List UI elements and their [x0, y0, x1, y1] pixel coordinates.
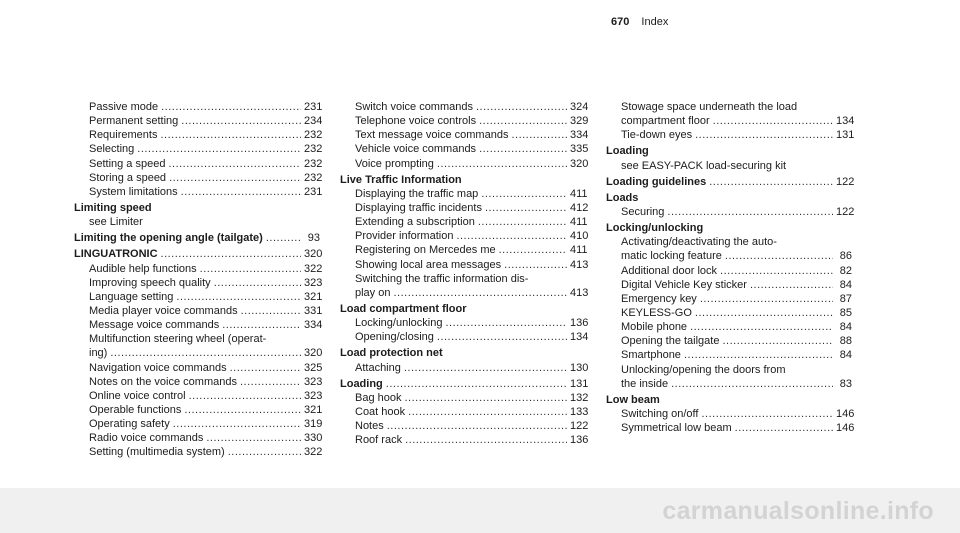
index-heading [606, 393, 852, 407]
entry-text: Stowage space underneath the load [621, 101, 798, 113]
entry-text: Load protection net [340, 347, 443, 360]
dot-leader [161, 247, 301, 261]
entry-text: Registering on Mercedes me [355, 244, 496, 257]
entry-text: see EASY-PACK load-securing kit [621, 159, 787, 172]
entry-text: Activating/deactivating the auto- [621, 236, 777, 249]
dot-leader [700, 292, 833, 306]
dot-leader [437, 330, 567, 344]
entry-text: Attaching [355, 361, 401, 374]
entry-text: Switching on/off [621, 407, 699, 420]
page-reference[interactable]: 334 [570, 129, 589, 142]
entry-text: Displaying the traffic map [355, 187, 479, 200]
index-subentry [74, 142, 323, 156]
page-reference[interactable]: 234 [304, 115, 323, 128]
entry-text: Bag hook [355, 391, 402, 404]
entry-text: Permanent setting [89, 115, 179, 128]
index-heading [606, 221, 852, 235]
dot-leader [437, 157, 567, 171]
watermark: carmanualsonline.info [662, 497, 934, 525]
index-heading [606, 175, 855, 189]
footer-band [0, 488, 960, 533]
page-reference[interactable]: 83 [839, 377, 852, 390]
index-heading [340, 302, 586, 316]
index-subentry [74, 185, 323, 199]
entry-text: Requirements [89, 129, 158, 142]
dot-leader [476, 100, 567, 114]
entry-text: Mobile phone [621, 321, 688, 334]
page-reference[interactable]: 335 [570, 143, 589, 156]
entry-text: Notes on the voice commands [89, 375, 237, 388]
dot-leader [709, 175, 833, 189]
index-subentry [340, 316, 589, 330]
index-subentry [340, 391, 589, 405]
index-subentry [606, 421, 855, 435]
entry-text: Telephone voice controls [355, 115, 477, 128]
index-subentry [74, 361, 323, 375]
dot-leader [408, 405, 567, 419]
index-subentry [340, 142, 589, 156]
entry-text: Loading [340, 377, 383, 390]
index-column-2 [340, 100, 589, 447]
entry-text: Selecting [89, 143, 135, 156]
entry-text: ing) [89, 347, 108, 360]
entry-text: Radio voice commands [89, 432, 204, 445]
index-subentry [340, 187, 586, 201]
entry-text: Live Traffic Information [340, 173, 462, 186]
index-subentry [340, 286, 589, 300]
page-reference[interactable]: 413 [570, 286, 589, 299]
entry-text: Displaying traffic incidents [355, 201, 482, 214]
dot-leader [720, 264, 833, 278]
page-reference[interactable]: 231 [304, 185, 323, 198]
index-heading [340, 173, 586, 187]
dot-leader [405, 433, 567, 447]
page-reference[interactable]: 136 [570, 317, 589, 330]
page-reference[interactable]: 122 [836, 175, 855, 188]
page-reference[interactable]: 232 [304, 143, 323, 156]
index-subentry [606, 100, 852, 114]
dot-leader [110, 346, 301, 360]
entry-text: Opening the tailgate [621, 335, 720, 348]
dot-leader [485, 201, 567, 215]
page-reference[interactable]: 334 [304, 319, 323, 332]
entry-text: Switch voice commands [355, 101, 473, 113]
page-reference[interactable]: 330 [304, 432, 323, 445]
entry-text: Vehicle voice commands [355, 143, 477, 156]
entry-text: Multifunction steering wheel (operat- [89, 333, 267, 346]
dot-leader [386, 377, 567, 391]
index-subentry [74, 445, 323, 459]
dot-leader [684, 348, 833, 362]
page-reference[interactable]: 325 [304, 361, 323, 374]
page-reference[interactable]: 130 [570, 361, 589, 374]
index-subentry [606, 264, 852, 278]
entry-text: the inside [621, 377, 669, 390]
dot-leader [214, 276, 301, 290]
entry-text: Load compartment floor [340, 302, 467, 315]
dot-leader [184, 403, 301, 417]
index-column-1 [74, 100, 323, 460]
index-subentry [74, 171, 323, 185]
index-subentry [74, 262, 323, 276]
dot-leader [695, 306, 833, 320]
entry-text: Online voice control [89, 389, 186, 402]
index-subentry [74, 215, 320, 229]
index-subentry [340, 272, 586, 286]
page-reference[interactable]: 136 [570, 434, 589, 447]
index-subentry [74, 318, 323, 332]
index-heading [74, 201, 320, 215]
page-reference[interactable]: 146 [836, 407, 855, 420]
page-reference[interactable]: 331 [304, 304, 323, 317]
dot-leader [735, 421, 833, 435]
index-heading [340, 346, 586, 360]
page-reference[interactable]: 86 [839, 250, 852, 263]
index-subentry [74, 389, 323, 403]
entry-text: Passive mode [89, 101, 159, 113]
index-heading [606, 191, 852, 205]
index-subentry [340, 258, 589, 272]
page-reference[interactable]: 231 [304, 101, 323, 113]
index-subentry [74, 128, 323, 142]
page-reference[interactable]: 410 [570, 230, 589, 243]
entry-text: Operable functions [89, 403, 182, 416]
index-subentry [606, 249, 852, 263]
index-subentry [74, 403, 323, 417]
entry-text: Locking/unlocking [606, 222, 704, 235]
index-subentry [340, 243, 586, 257]
entry-text: Unlocking/opening the doors from [621, 363, 786, 376]
page-reference[interactable]: 132 [570, 391, 589, 404]
index-heading [74, 247, 323, 261]
index-subentry [606, 334, 852, 348]
dot-leader [161, 100, 301, 114]
dot-leader [173, 417, 301, 431]
dot-leader [667, 205, 833, 219]
index-subentry [606, 278, 852, 292]
entry-text: Storing a speed [89, 171, 167, 184]
dot-leader [695, 128, 833, 142]
entry-text: compartment floor [621, 115, 710, 128]
entry-text: Additional door lock [621, 264, 718, 277]
entry-text: Text message voice commands [355, 129, 509, 142]
index-subentry [606, 363, 852, 377]
section-title: Index [641, 16, 669, 28]
entry-text: Language setting [89, 290, 174, 303]
entry-text: Loads [606, 191, 639, 204]
page-reference[interactable]: 321 [304, 403, 323, 416]
index-subentry [606, 377, 852, 391]
entry-text: Extending a subscription [355, 216, 475, 229]
index-subentry [340, 433, 589, 447]
index-subentry [606, 348, 852, 362]
entry-text: see Limiter [89, 216, 143, 229]
dot-leader [722, 334, 833, 348]
entry-text: Operating safety [89, 418, 170, 431]
index-subentry [340, 330, 589, 344]
dot-leader [690, 320, 833, 334]
page-reference[interactable]: 323 [304, 276, 323, 289]
index-subentry [74, 431, 323, 445]
page-reference[interactable]: 85 [839, 306, 852, 319]
page-reference[interactable]: 93 [307, 232, 320, 245]
page-reference[interactable]: 131 [570, 377, 589, 390]
dot-leader [725, 249, 833, 263]
entry-text: Low beam [606, 393, 660, 406]
page-reference[interactable]: 134 [570, 331, 589, 344]
index-subentry [606, 407, 855, 421]
index-subentry [340, 215, 586, 229]
page-reference[interactable]: 411 [570, 187, 588, 200]
index-subentry [606, 320, 852, 334]
dot-leader [222, 318, 301, 332]
dot-leader [206, 431, 301, 445]
dot-leader [200, 262, 301, 276]
index-subentry [74, 100, 323, 114]
page-reference[interactable]: 88 [839, 335, 852, 348]
page-number: 670 [611, 16, 630, 28]
index-subentry [606, 292, 852, 306]
page-reference[interactable]: 413 [570, 258, 589, 271]
dot-leader [456, 229, 567, 243]
page-reference[interactable]: 411 [570, 216, 588, 229]
page-reference[interactable]: 87 [839, 292, 852, 305]
entry-text: Digital Vehicle Key sticker [621, 278, 747, 291]
index-subentry [74, 346, 323, 360]
page-reference[interactable]: 122 [836, 205, 855, 218]
page-reference[interactable]: 320 [570, 157, 589, 170]
dot-leader [478, 215, 567, 229]
dot-leader [176, 290, 301, 304]
entry-text: play on [355, 286, 391, 299]
entry-text: Message voice commands [89, 319, 220, 332]
index-subentry [340, 114, 589, 128]
dot-leader [445, 316, 567, 330]
index-subentry [340, 100, 589, 114]
page-reference[interactable]: 232 [304, 129, 323, 142]
page-reference[interactable]: 146 [836, 422, 855, 435]
page-reference[interactable]: 323 [304, 389, 323, 402]
page-reference[interactable]: 411 [570, 244, 588, 257]
entry-text: Limiting the opening angle (tailgate) [74, 232, 263, 245]
dot-leader [160, 128, 301, 142]
entry-text: Media player voice commands [89, 304, 238, 317]
index-heading [74, 231, 320, 245]
entry-text: Roof rack [355, 434, 403, 447]
index-subentry [606, 128, 855, 142]
dot-leader [404, 391, 567, 405]
dot-leader [404, 361, 567, 375]
page-reference[interactable]: 84 [839, 349, 852, 362]
page-header [611, 15, 668, 29]
page-reference[interactable]: 322 [304, 262, 323, 275]
index-subentry [74, 417, 323, 431]
entry-text: Provider information [355, 230, 454, 243]
page-reference[interactable]: 412 [570, 201, 589, 214]
dot-leader [713, 114, 833, 128]
entry-text: Setting (multimedia system) [89, 446, 225, 459]
page-reference[interactable]: 323 [304, 375, 323, 388]
page-reference[interactable]: 329 [570, 115, 589, 128]
entry-text: Switching the traffic information dis- [355, 272, 529, 285]
dot-leader [240, 375, 301, 389]
entry-text: Smartphone [621, 349, 681, 362]
dot-leader [750, 278, 833, 292]
dot-leader [168, 157, 301, 171]
dot-leader [479, 142, 567, 156]
page-reference[interactable]: 320 [304, 248, 323, 261]
index-subentry [340, 157, 589, 171]
entry-text: System limitations [89, 185, 178, 198]
entry-text: LINGUATRONIC [74, 248, 158, 261]
dot-leader [266, 231, 301, 245]
dot-leader [181, 185, 301, 199]
page-reference[interactable]: 131 [836, 129, 855, 142]
dot-leader [511, 128, 567, 142]
entry-text: Loading [606, 145, 649, 158]
page-reference[interactable]: 321 [304, 290, 323, 303]
index-heading [606, 144, 852, 158]
dot-leader [230, 361, 301, 375]
dot-leader [479, 114, 567, 128]
entry-text: Notes [355, 420, 384, 433]
entry-text: Setting a speed [89, 157, 166, 170]
page-reference[interactable]: 232 [304, 171, 323, 184]
index-subentry [74, 276, 323, 290]
index-subentry [606, 159, 852, 173]
index-subentry [74, 290, 323, 304]
index-subentry [606, 306, 852, 320]
index-subentry [340, 128, 589, 142]
dot-leader [504, 258, 567, 272]
page-reference[interactable]: 322 [304, 446, 323, 459]
entry-text: Coat hook [355, 405, 406, 418]
dot-leader [228, 445, 301, 459]
page-reference[interactable]: 84 [839, 278, 852, 291]
page-reference[interactable]: 122 [570, 420, 589, 433]
dot-leader [393, 286, 567, 300]
index-subentry [340, 201, 589, 215]
dot-leader [137, 142, 301, 156]
page-reference[interactable]: 134 [836, 115, 855, 128]
entry-text: Symmetrical low beam [621, 422, 732, 435]
index-subentry [74, 114, 323, 128]
index-subentry [606, 205, 855, 219]
index-subentry [74, 332, 320, 346]
page-reference[interactable]: 320 [304, 347, 323, 360]
dot-leader [387, 419, 567, 433]
page-reference[interactable]: 232 [304, 157, 323, 170]
index-subentry [340, 405, 589, 419]
entry-text: Tie-down eyes [621, 129, 693, 142]
page-reference[interactable]: 82 [839, 264, 852, 277]
index-subentry [74, 304, 323, 318]
entry-text: Improving speech quality [89, 276, 211, 289]
index-subentry [340, 419, 589, 433]
index-subentry [606, 235, 852, 249]
page-reference[interactable]: 324 [570, 101, 589, 113]
dot-leader [671, 377, 833, 391]
entry-text: Emergency key [621, 292, 697, 305]
entry-text: matic locking feature [621, 250, 722, 263]
entry-text: Opening/closing [355, 331, 434, 344]
page-reference[interactable]: 319 [304, 418, 323, 431]
dot-leader [181, 114, 301, 128]
dot-leader [189, 389, 301, 403]
entry-text: Loading guidelines [606, 175, 707, 188]
dot-leader [169, 171, 301, 185]
index-subentry [606, 114, 855, 128]
index-heading [340, 377, 589, 391]
dot-leader [499, 243, 567, 257]
entry-text: Locking/unlocking [355, 317, 443, 330]
entry-text: Securing [621, 205, 665, 218]
index-column-3 [606, 100, 855, 435]
dot-leader [701, 407, 833, 421]
page-reference[interactable]: 84 [839, 321, 852, 334]
entry-text: KEYLESS-GO [621, 306, 692, 319]
index-subentry [74, 157, 323, 171]
entry-text: Audible help functions [89, 262, 197, 275]
entry-text: Navigation voice commands [89, 361, 227, 374]
dot-leader [241, 304, 301, 318]
index-subentry [340, 229, 589, 243]
entry-text: Voice prompting [355, 157, 434, 170]
index-subentry [74, 375, 323, 389]
entry-text: Limiting speed [74, 201, 152, 214]
index-subentry [340, 361, 589, 375]
page-reference[interactable]: 133 [570, 405, 589, 418]
entry-text: Showing local area messages [355, 258, 502, 271]
dot-leader [481, 187, 567, 201]
